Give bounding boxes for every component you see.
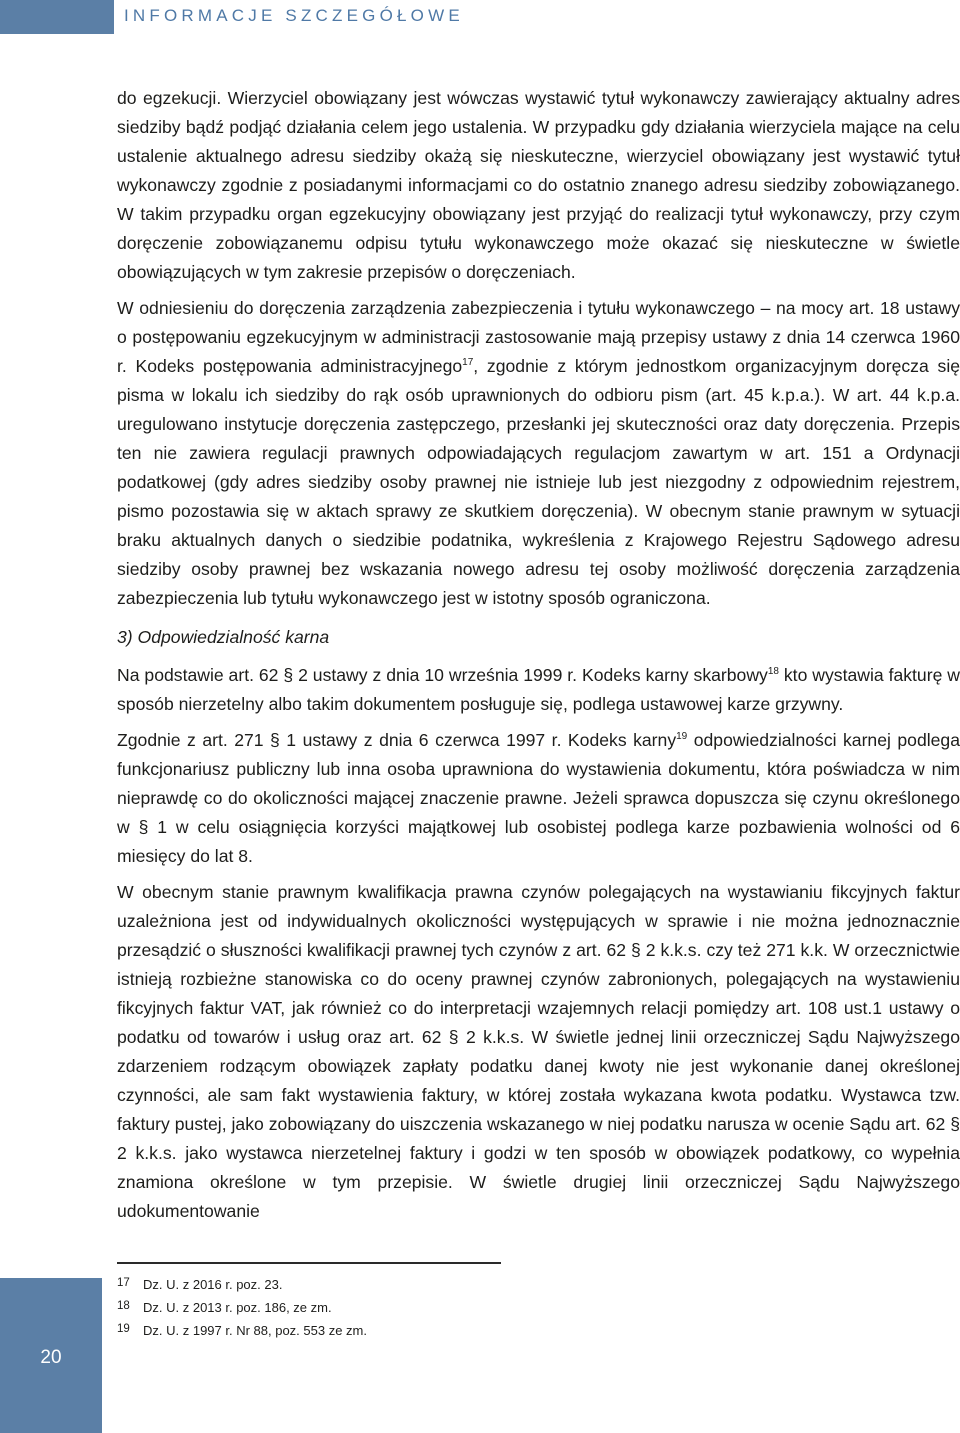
section-title: INFORMACJE SZCZEGÓŁOWE <box>124 6 464 25</box>
paragraph <box>117 294 960 613</box>
section-heading: 3) Odpowiedzialność karna <box>117 627 330 647</box>
footnote-text: Dz. U. z 1997 r. Nr 88, poz. 553 ze zm. <box>143 1323 367 1338</box>
footnote <box>117 1277 617 1300</box>
footnote-ref[interactable]: 17 <box>462 357 474 369</box>
header-color-block <box>0 0 114 34</box>
page-number: 20 <box>40 1347 62 1368</box>
footnote <box>117 1300 617 1323</box>
paragraph-text: Zgodnie z art. 271 § 1 ustawy z dnia 6 czerwca 1997 r. Kodeks karny <box>117 730 677 750</box>
footnote-text: Dz. U. z 2016 r. poz. 23. <box>143 1277 283 1292</box>
paragraph <box>117 661 960 719</box>
footnotes <box>117 1277 617 1346</box>
paragraph: W obecnym stanie prawnym kwalifikacja prawna czynów polegających na wystawianiu fikcyjnych faktur uzależniona jest od indywidualnych okoliczności występujących w sprawie i nie można jednoznacznie przesądzić o słuszności kwalifikacji prawnej tych czynów z art. 62 § 2 k.k.s. czy też 271 k.k. W orzecznictwie istnieją rozbieżne stanowiska co do oceny prawnej czynów zabronionych, polegających na wystawieniu fikcyjnych faktur VAT, jak również co do interpretacji wzajemnych relacji pomiędzy art. 108 ust.1 ustawy o podatku od towarów i usług oraz art. 62 § 2 k.k.s. W świetle jednej linii orzeczniczej Sądu Najwyższego zdarzeniem rodzącym obowiązek zapłaty podatku danej kwoty nie jest wykonanie danej określonej czynności, ale sam fakt wystawienia faktury, w której została wykazana kwota podatku. Wystawca tzw. faktury pustej, jako zobowiązany do uiszczenia wskazanego w niej podatku narusza w ocenie Sądu art. 62 § 2 k.k.s. jako wystawca nierzetelnej faktury i godzi w ten sposób w obowiązek podatkowy, co wypełnia znamiona określone w tym przepisie. W świetle drugiej linii orzeczniczej Sądu Najwyższego udokumentowanie <box>117 882 960 1221</box>
footnote-text: Dz. U. z 2013 r. poz. 186, ze zm. <box>143 1300 332 1315</box>
footnote-divider <box>117 1262 501 1264</box>
paragraph-text: kto wystawia fakturę w sposób nierzetelny albo takim dokumentem posługuje się, podlega ustawowej karze grzywny. <box>117 665 960 714</box>
paragraph-text: , zgodnie z którym jednostkom organizacyjnym doręcza się pisma w lokalu ich siedziby do rąk osób uprawnionych do odbioru pism (art. 45 k.p.a.). W art. 44 k.p.a. uregulowano instytucje doręczenia zastępczego, przesłanki jej skuteczności oraz daty doręczenia. Przepis ten nie zawiera regulacji prawnych odpowiadających regulacjom zawartym w art. 151 a Ordynacji podatkowej (gdy adres siedziby osoby prawnej nie istnieje lub jest niezgodny z odpowiednim rejestrem, pismo pozostawia się w aktach sprawy ze skutkiem doręczenia). W obecnym stanie prawnym w sytuacji braku aktualnych danych o siedzibie podatnika, wykreślenia z Krajowego Rejestru Sądowego adresu siedziby osoby prawnej bez wskazania nowego adresu tej osoby możliwość doręczenia zarządzenia zabezpieczenia lub tytułu wykonawczego jest w istotny sposób ograniczona. <box>117 356 960 608</box>
paragraph-text: W odniesieniu do doręczenia zarządzenia zabezpieczenia i tytułu wykonawczego – na mocy art. 18 ustawy o postępowaniu egzekucyjnym w administracji zastosowanie mają przepisy ustawy z dnia 14 czerwca 1960 r. Kodeks postępowania administracyjnego <box>117 298 960 376</box>
paragraph <box>117 726 960 871</box>
paragraph-text: odpowiedzialności karnej podlega funkcjonariusz publiczny lub inna osoba uprawniona do wystawienia dokumentu, która poświadcza w nim nieprawdę co do okoliczności mającej znaczenie prawne. Jeżeli sprawca dopuszcza się czynu określonego w § 1 w celu osiągnięcia korzyści majątkowej lub osobistej podlega karze pozbawienia wolności od 6 miesięcy do lat 8. <box>117 730 960 866</box>
footnote-number: 18 <box>117 1300 130 1312</box>
footnote-ref[interactable]: 19 <box>676 731 688 743</box>
footnote-ref[interactable]: 18 <box>767 666 779 678</box>
main-text <box>117 84 960 1233</box>
paragraph-text: Na podstawie art. 62 § 2 ustawy z dnia 10 września 1999 r. Kodeks karny skarbowy <box>117 665 768 685</box>
footnote-number: 19 <box>117 1323 130 1335</box>
footnote <box>117 1323 617 1346</box>
footnote-number: 17 <box>117 1277 130 1289</box>
paragraph: do egzekucji. Wierzyciel obowiązany jest wówczas wystawić tytuł wykonawczy zawierający aktualny adres siedziby bądź podjąć działania celem jego ustalenia. W przypadku gdy działania wierzyciela mające na celu ustalenie aktualnego adresu siedziby okażą się nieskuteczne, wierzyciel obowiązany jest wystawić tytuł wykonawczy zgodnie z posiadanymi informacjami co do ostatnio znanego adresu siedziby zobowiązanego. W takim przypadku organ egzekucyjny obowiązany jest przyjąć do realizacji tytuł wykonawczy, przy czym doręczenie zobowiązanemu odpisu tytułu wykonawczego może okazać się nieskuteczne w świetle obowiązujących w tym zakresie przepisów o doręczeniach. <box>117 88 960 282</box>
